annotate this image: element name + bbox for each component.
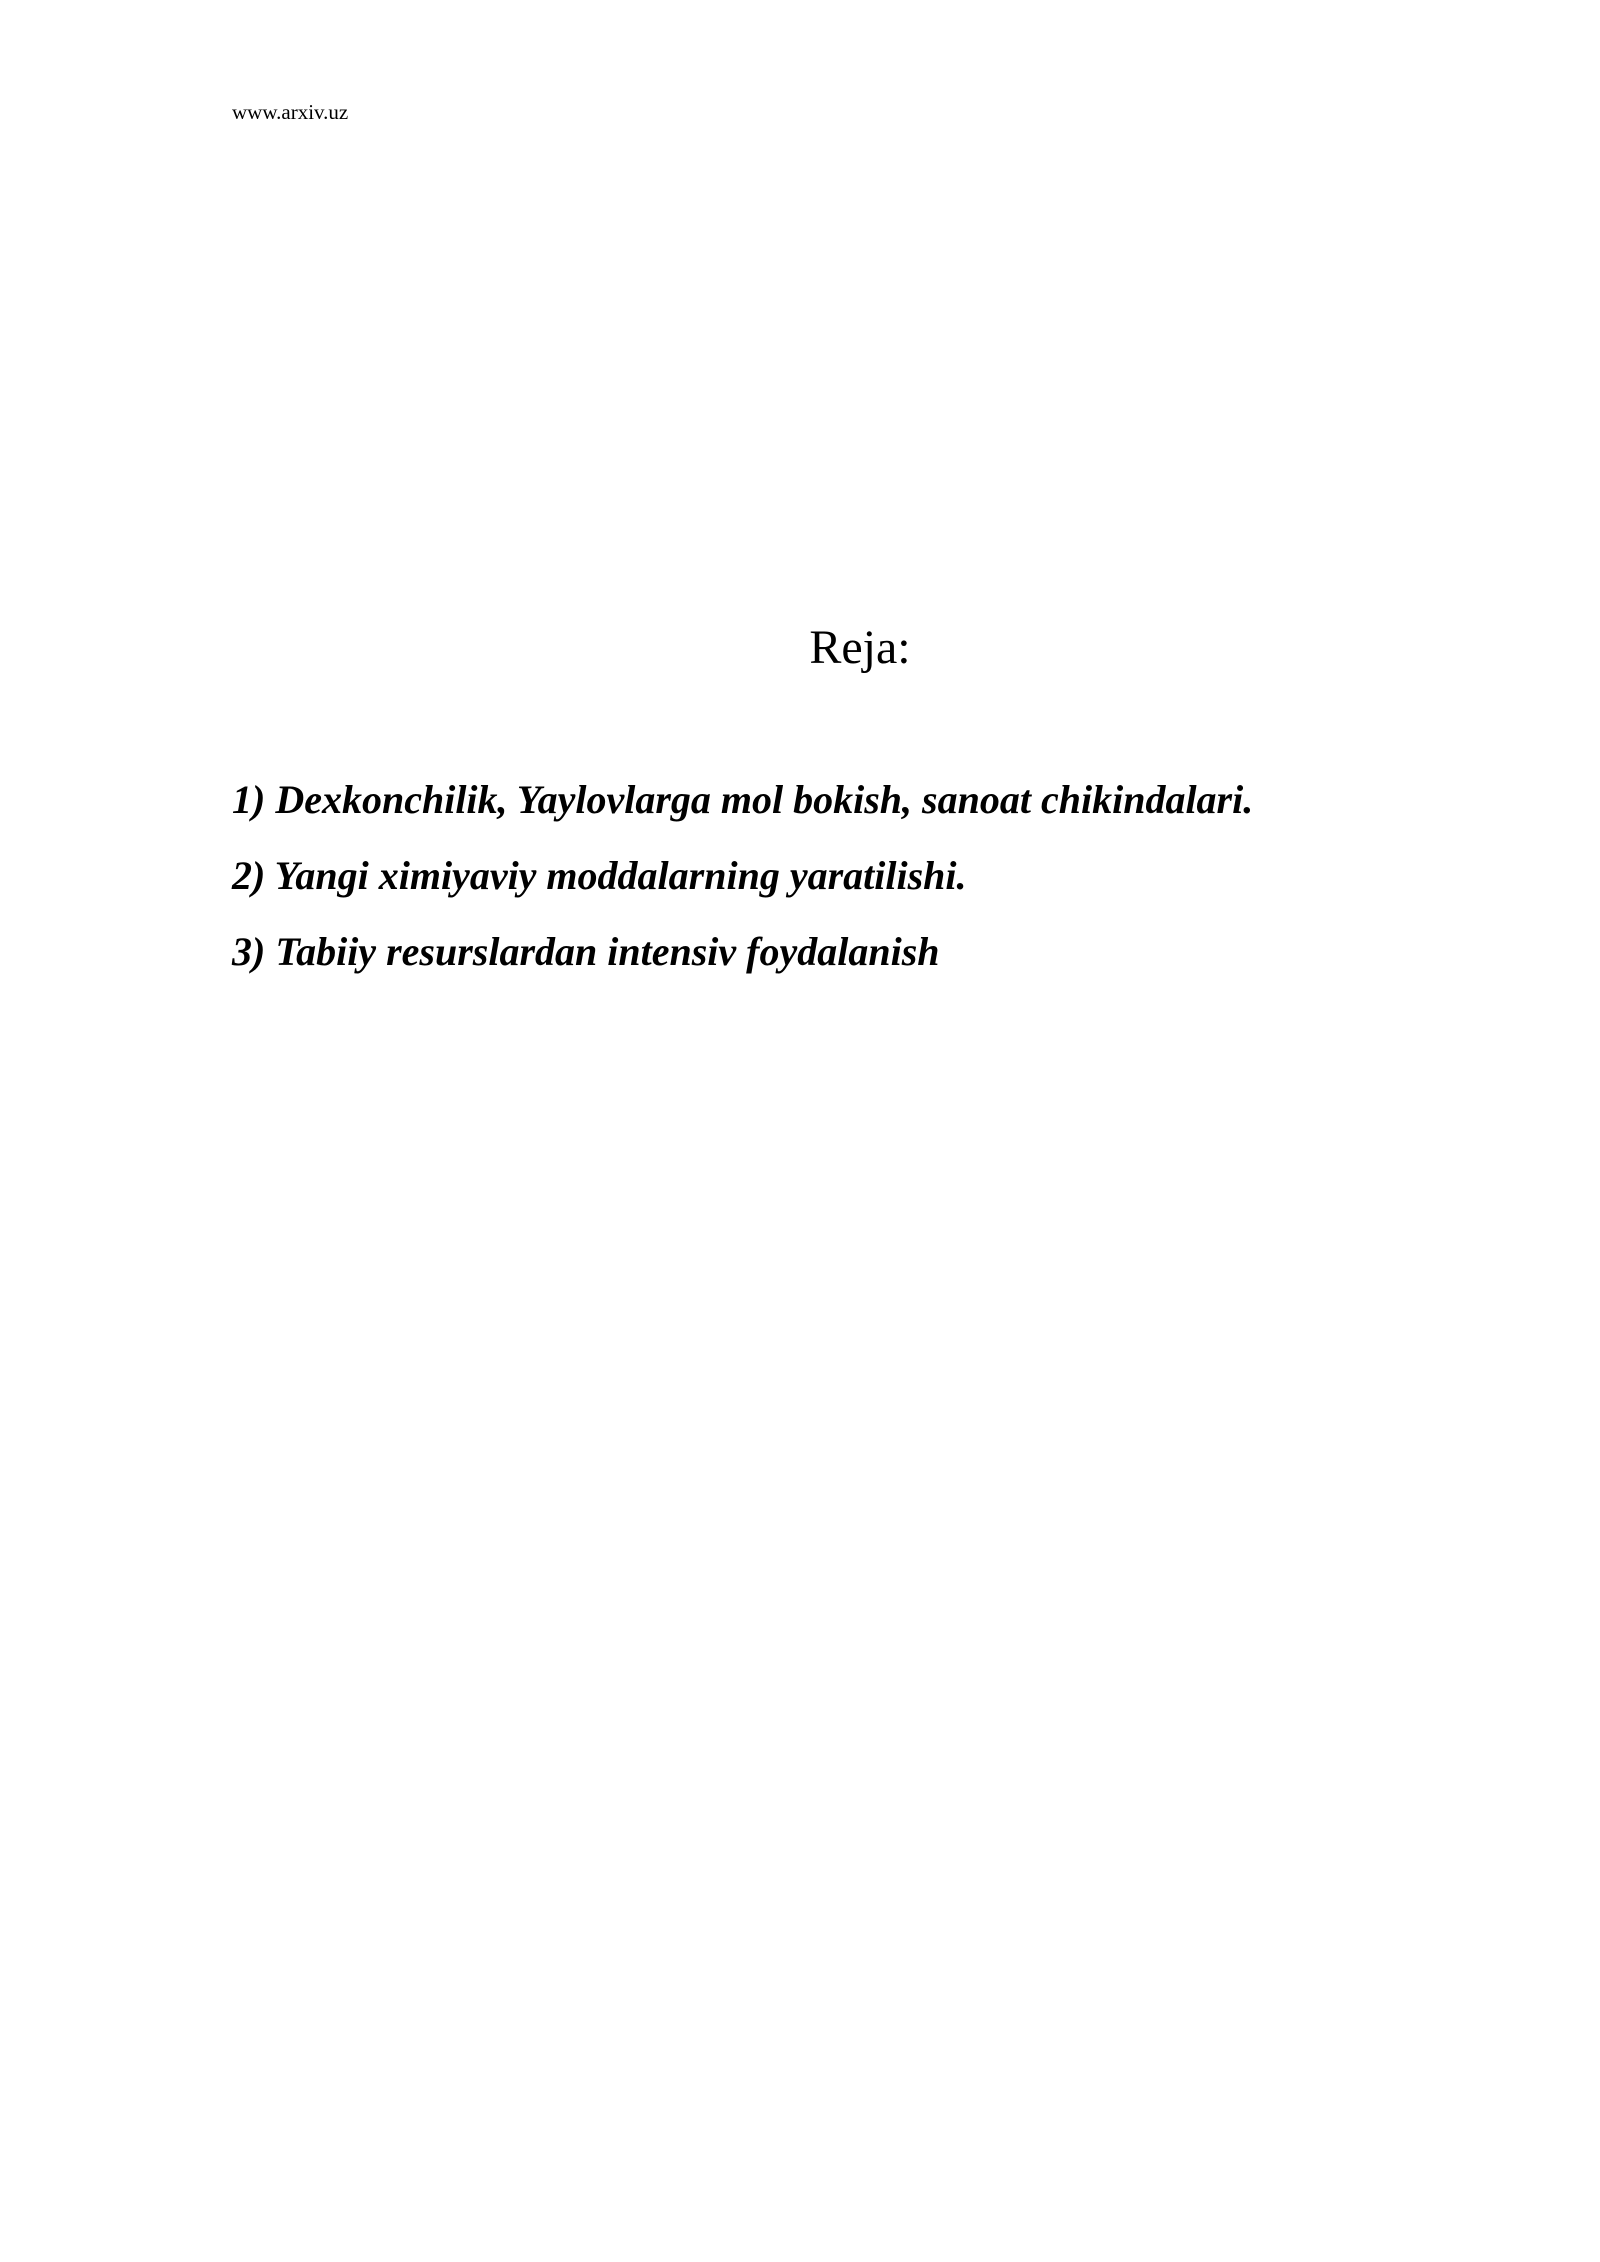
plan-item-2: 2) Yangi ximiyaviy moddalarning yaratilishi. xyxy=(232,853,967,898)
plan-item-1: 1) Dexkonchilik, Yaylovlarga mol bokish, sanoat chikindalari. xyxy=(232,777,1254,822)
plan-list xyxy=(232,776,1253,1004)
plan-item-3: 3) Tabiiy resurslardan intensiv foydalanish xyxy=(232,929,940,974)
header-url: www.arxiv.uz xyxy=(232,100,349,124)
plan-title: Reja: xyxy=(809,621,911,674)
